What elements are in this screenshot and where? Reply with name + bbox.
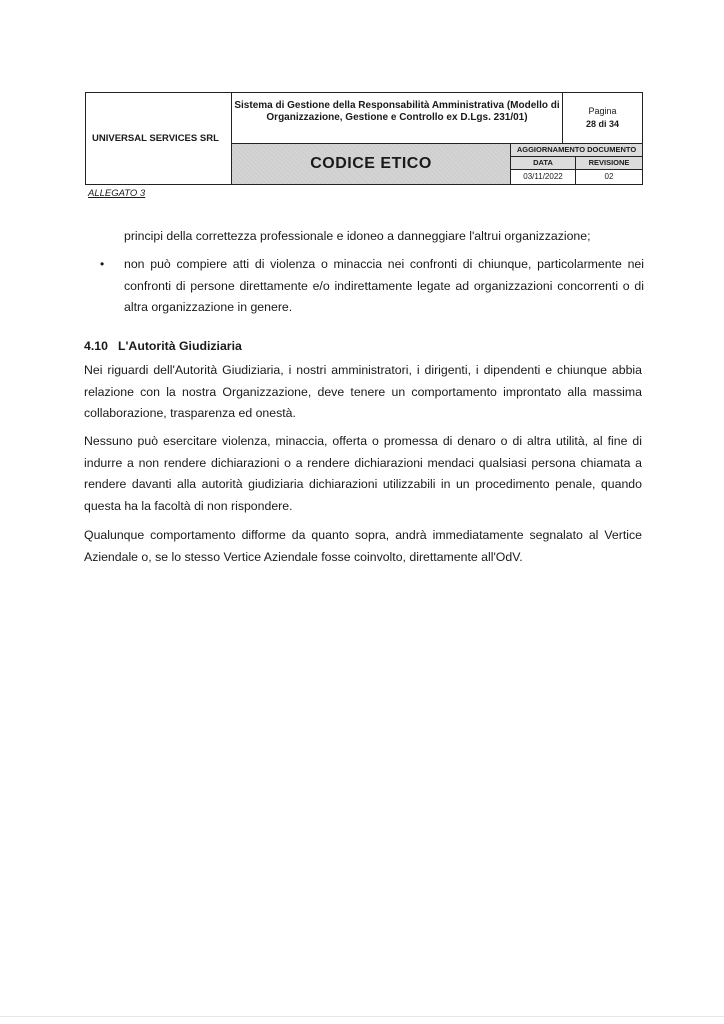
revision-value: 02 xyxy=(604,172,614,181)
page-label: Pagina xyxy=(588,106,617,116)
section-number: 4.10 xyxy=(84,339,108,353)
section-title: L'Autorità Giudiziaria xyxy=(118,339,242,353)
paragraph: Nei riguardi dell'Autorità Giudiziaria, i nostri amministratori, i dirigenti, i dipendenti e chiunque abbia relazione con la nostra Organizzazione, deve tenere un comportamento improntato alla massima collaborazione, trasparenza ed onestà. xyxy=(84,363,642,420)
section-heading xyxy=(84,339,242,353)
update-label: AGGIORNAMENTO DOCUMENTO xyxy=(511,144,642,157)
page-edge-divider xyxy=(0,1016,724,1017)
paragraph: Qualunque comportamento difforme da quanto sopra, andrà immediatamente segnalato al Vertice Aziendale o, se lo stesso Vertice Aziendale fosse coinvolto, direttamente all'OdV. xyxy=(84,528,642,564)
header-table xyxy=(85,92,643,185)
date-label: DATA xyxy=(511,157,576,170)
date-value: 03/11/2022 xyxy=(511,170,576,184)
system-title: Sistema di Gestione della Responsabilità Amministrativa (Modello di Organizzazione, Gestione e Controllo ex D.Lgs. 231/01) xyxy=(232,93,563,144)
bullet-icon: • xyxy=(100,257,105,271)
page-indicator xyxy=(563,93,642,144)
continuation-text: principi della correttezza professionale e idoneo a danneggiare l'altrui organizzazione; xyxy=(124,229,591,243)
paragraph: Nessuno può esercitare violenza, minaccia, offerta o promessa di denaro o di altra utilità, al fine di indurre a non rendere dichiarazioni o a rendere dichiarazioni mendaci qualsiasi persona chiamata a rendere davanti alla autorità giudiziaria dichiarazioni utilizzabili in un procedimento penale, quando questa ha la facoltà di non rispondere. xyxy=(84,434,642,513)
attachment-label: ALLEGATO 3 xyxy=(88,188,146,199)
bullet-text: non può compiere atti di violenza o minaccia nei confronti di chiunque, particolarmente nei confronti di persone direttamente e/o indirettamente legate ad organizzazioni concorrenti o di altra organizzazione in genere. xyxy=(124,257,644,314)
company-name: UNIVERSAL SERVICES SRL xyxy=(86,93,232,184)
document-title: CODICE ETICO xyxy=(232,144,511,184)
page-number: 28 di 34 xyxy=(585,119,620,129)
revision-label: REVISIONE xyxy=(576,157,642,170)
